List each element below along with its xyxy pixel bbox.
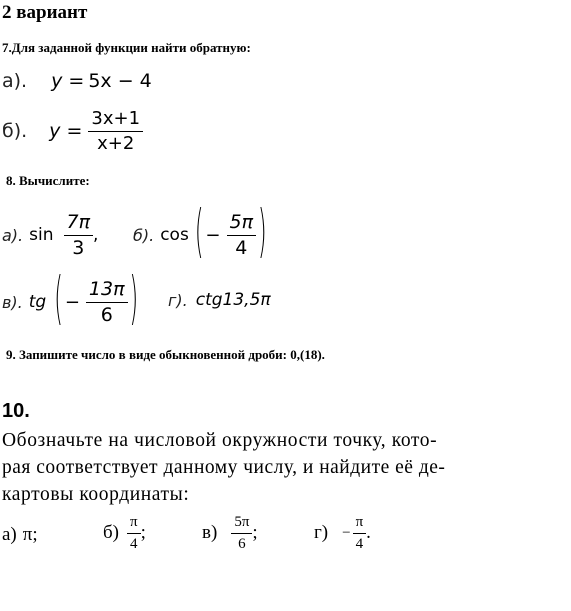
- task10-b-tail: ;: [140, 522, 146, 543]
- task8-a-numerator: 7π: [64, 213, 94, 236]
- task10-item-c: [202, 510, 258, 556]
- task10-b-denominator: 4: [130, 535, 138, 552]
- task8-c-fn: tg: [28, 292, 47, 312]
- task8-c-numerator: 13π: [86, 280, 128, 303]
- task10-a-label: а): [2, 524, 17, 545]
- task10-line-1: Обозначьте на числовой окружности точку, кото-: [2, 430, 438, 451]
- task8-b-right-paren: ): [258, 201, 267, 267]
- task8-b-label: б).: [133, 225, 155, 245]
- task10-b-fraction: [127, 515, 141, 552]
- task8-c-fraction: [86, 277, 128, 326]
- task10-d-numerator: π: [353, 515, 367, 534]
- task10-b-numerator: π: [127, 515, 141, 534]
- task10-line-3: картовы координаты:: [2, 484, 190, 505]
- task10-d-label: г): [314, 522, 329, 543]
- task8-item-a: [2, 205, 98, 265]
- task7-a-lhs: y =: [51, 70, 85, 92]
- task8-b-sign: −: [205, 224, 221, 246]
- task7-b-label: б).: [2, 120, 28, 142]
- task10-item-a: [2, 515, 38, 555]
- task8-c-right-paren: ): [129, 268, 139, 334]
- task8-d-label: г).: [168, 290, 188, 310]
- task8-a-fn: sin: [29, 225, 54, 245]
- task7-b-lhs: y =: [49, 120, 83, 142]
- task7-a-rhs: 5x − 4: [88, 70, 152, 92]
- task8-b-fraction: [227, 210, 257, 259]
- task8-a-denominator: 3: [72, 236, 85, 259]
- task8-c-label: в).: [2, 292, 23, 312]
- task8-item-b: [133, 201, 269, 267]
- task10-c-numerator: 5π: [231, 515, 252, 534]
- task10-a-value: π;: [22, 524, 38, 545]
- task10-c-denominator: 6: [238, 535, 246, 552]
- task8-a-tail: ,: [93, 225, 99, 245]
- task10-c-tail: ;: [252, 522, 258, 543]
- variant-title: 2 вариант: [2, 2, 88, 23]
- task8-a-fraction: [64, 210, 94, 259]
- task9-text: 9. Запишите число в виде обыкновенной дроби: 0,(18).: [6, 347, 325, 362]
- task8-c-denominator: 6: [100, 303, 113, 326]
- task8-item-d: [168, 285, 271, 315]
- task10-b-label: б): [103, 522, 119, 543]
- task8-d-expr: ctg13,5π: [195, 290, 271, 310]
- task7-b-numerator: 3x+1: [88, 110, 143, 132]
- task10-d-sign: −: [342, 524, 351, 541]
- task10-number: 10.: [2, 400, 30, 422]
- task10-item-b: [103, 510, 146, 556]
- task8-a-label: а).: [2, 225, 24, 245]
- task10-item-d: [314, 510, 371, 556]
- task8-c-left-paren: (: [54, 268, 63, 334]
- task7-b-fraction: [88, 107, 143, 154]
- task7-item-b: [2, 103, 143, 159]
- task7-a-label: а).: [2, 70, 28, 92]
- task10-d-denominator: 4: [355, 535, 364, 552]
- task8-b-fn: cos: [160, 225, 189, 245]
- task8-b-denominator: 4: [235, 236, 248, 259]
- task8-b-left-paren: (: [194, 201, 204, 267]
- task10-c-label: в): [202, 522, 218, 543]
- task10-line-2: рая соответствует данному числу, и найдите её де-: [2, 457, 446, 478]
- task7-b-denominator: x+2: [97, 132, 135, 154]
- task10-c-fraction: [231, 515, 252, 552]
- task8-heading: 8. Вычислите:: [6, 173, 90, 188]
- task10-d-fraction: [353, 515, 367, 552]
- task8-c-sign: −: [64, 291, 80, 313]
- task8-item-c: [2, 268, 140, 334]
- task7-heading: 7.Для заданной функции найти обратную:: [2, 40, 251, 55]
- task7-item-a: [2, 66, 152, 96]
- task8-b-numerator: 5π: [227, 213, 257, 236]
- task10-d-tail: .: [366, 522, 371, 543]
